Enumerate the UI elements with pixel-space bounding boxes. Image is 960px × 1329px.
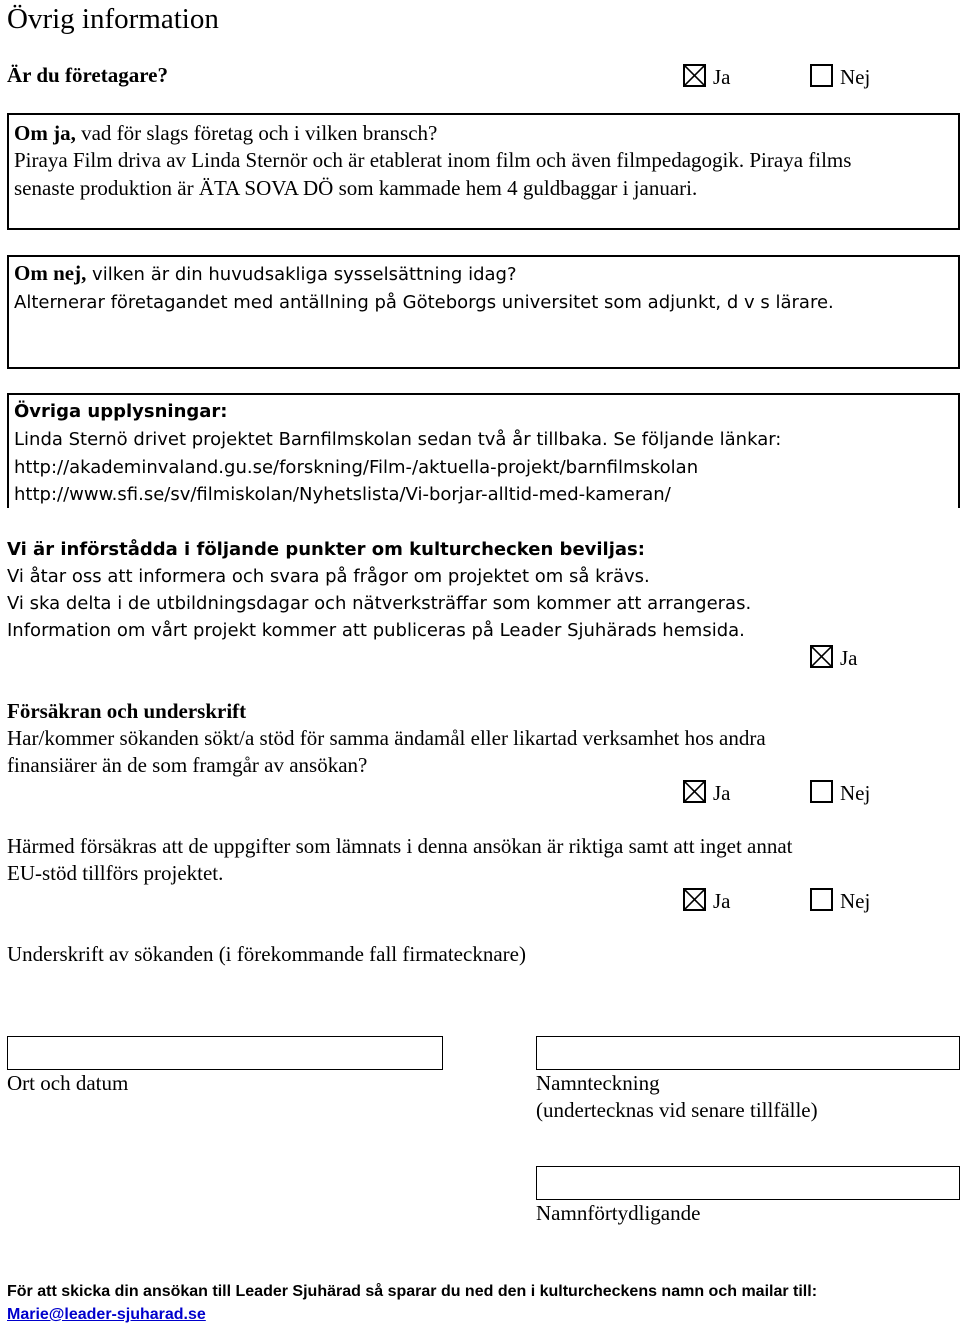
insurance-q1-yes-label: Ja (713, 781, 731, 805)
if-yes-heading-bold: Om ja, (14, 121, 76, 145)
if-no-answer-line1[interactable]: Alternerar företagandet med antällning på Göteborgs universitet som adjunkt, d v s lärare. (14, 292, 834, 313)
if-yes-heading (14, 120, 437, 147)
business-question: Är du företagare? (7, 63, 168, 87)
insurance-q2-yes-label: Ja (713, 889, 731, 913)
signature-heading: Underskrift av sökanden (i förekommande fall firmatecknare) (7, 942, 526, 966)
agreement-line1: Vi åtar oss att informera och svara på frågor om projektet om så krävs. (7, 566, 650, 587)
checkbox-cross-icon (685, 890, 704, 909)
business-no-checkbox[interactable] (810, 64, 833, 87)
business-no-label: Nej (840, 65, 871, 89)
signature-field[interactable] (536, 1036, 960, 1070)
place-date-label: Ort och datum (7, 1071, 129, 1095)
footer-email-link[interactable]: Marie@leader-sjuharad.se (7, 1306, 206, 1323)
business-yes-label: Ja (713, 65, 731, 89)
page-title: Övrig information (7, 3, 219, 35)
business-yes-checkbox[interactable] (683, 64, 706, 87)
insurance-q1-yes-checkbox[interactable] (683, 780, 706, 803)
insurance-q1-no-label: Nej (840, 781, 871, 805)
signature-note: (undertecknas vid senare tillfälle) (536, 1098, 818, 1122)
insurance-heading: Försäkran och underskrift (7, 699, 247, 723)
checkbox-cross-icon (685, 782, 704, 801)
insurance-q1-no-checkbox[interactable] (810, 780, 833, 803)
footer-text: För att skicka din ansökan till Leader Sjuhärad så sparar du ned den i kulturcheckens namn och mailar till: (7, 1283, 818, 1300)
insurance-q1-line1: Har/kommer sökanden sökt/a stöd för samma ändamål eller likartad verksamhet hos andra (7, 726, 766, 750)
signature-label: Namnteckning (536, 1071, 660, 1095)
insurance-q2-yes-checkbox[interactable] (683, 888, 706, 911)
agreement-yes-checkbox[interactable] (810, 645, 833, 668)
other-info-heading: Övriga upplysningar: (14, 401, 228, 422)
insurance-q2-line1: Härmed försäkras att de uppgifter som lämnats i denna ansökan är riktiga samt att inget annat (7, 834, 793, 858)
name-clarification-field[interactable] (536, 1166, 960, 1200)
insurance-q2-no-label: Nej (840, 889, 871, 913)
place-date-field[interactable] (7, 1036, 443, 1070)
checkbox-cross-icon (685, 66, 704, 85)
agreement-yes-label: Ja (840, 646, 858, 670)
agreement-line3: Information om vårt projekt kommer att publiceras på Leader Sjuhärads hemsida. (7, 620, 745, 641)
other-info-line1[interactable]: Linda Sternö drivet projektet Barnfilmskolan sedan två år tillbaka. Se följande länkar: (14, 429, 782, 450)
other-info-line3[interactable]: http://www.sfi.se/sv/filmiskolan/Nyhetslista/Vi-borjar-alltid-med-kameran/ (14, 484, 671, 505)
if-yes-heading-rest: vad för slags företag och i vilken bransch? (75, 121, 438, 145)
agreement-heading: Vi är införstådda i följande punkter om kulturchecken beviljas: (7, 539, 645, 560)
if-yes-answer-line2[interactable]: senaste produktion är ÄTA SOVA DÖ som kammade hem 4 guldbaggar i januari. (14, 176, 698, 200)
insurance-q1-line2: finansiärer än de som framgår av ansökan? (7, 753, 368, 777)
if-no-heading (14, 260, 517, 288)
if-yes-answer-line1[interactable]: Piraya Film driva av Linda Sternör och är etablerat inom film och även filmpedagogik. Piraya films (14, 148, 852, 172)
insurance-q2-line2: EU-stöd tillförs projektet. (7, 861, 224, 885)
if-no-heading-bold: Om nej, (14, 261, 87, 285)
checkbox-cross-icon (812, 647, 831, 666)
if-no-heading-rest: vilken är din huvudsakliga sysselsättning idag? (86, 264, 517, 285)
other-info-line2[interactable]: http://akademinvaland.gu.se/forskning/Film-/aktuella-projekt/barnfilmskolan (14, 457, 699, 478)
insurance-q2-no-checkbox[interactable] (810, 888, 833, 911)
agreement-line2: Vi ska delta i de utbildningsdagar och nätverksträffar som kommer att arrangeras. (7, 593, 752, 614)
name-clarification-label: Namnförtydligande (536, 1201, 701, 1225)
